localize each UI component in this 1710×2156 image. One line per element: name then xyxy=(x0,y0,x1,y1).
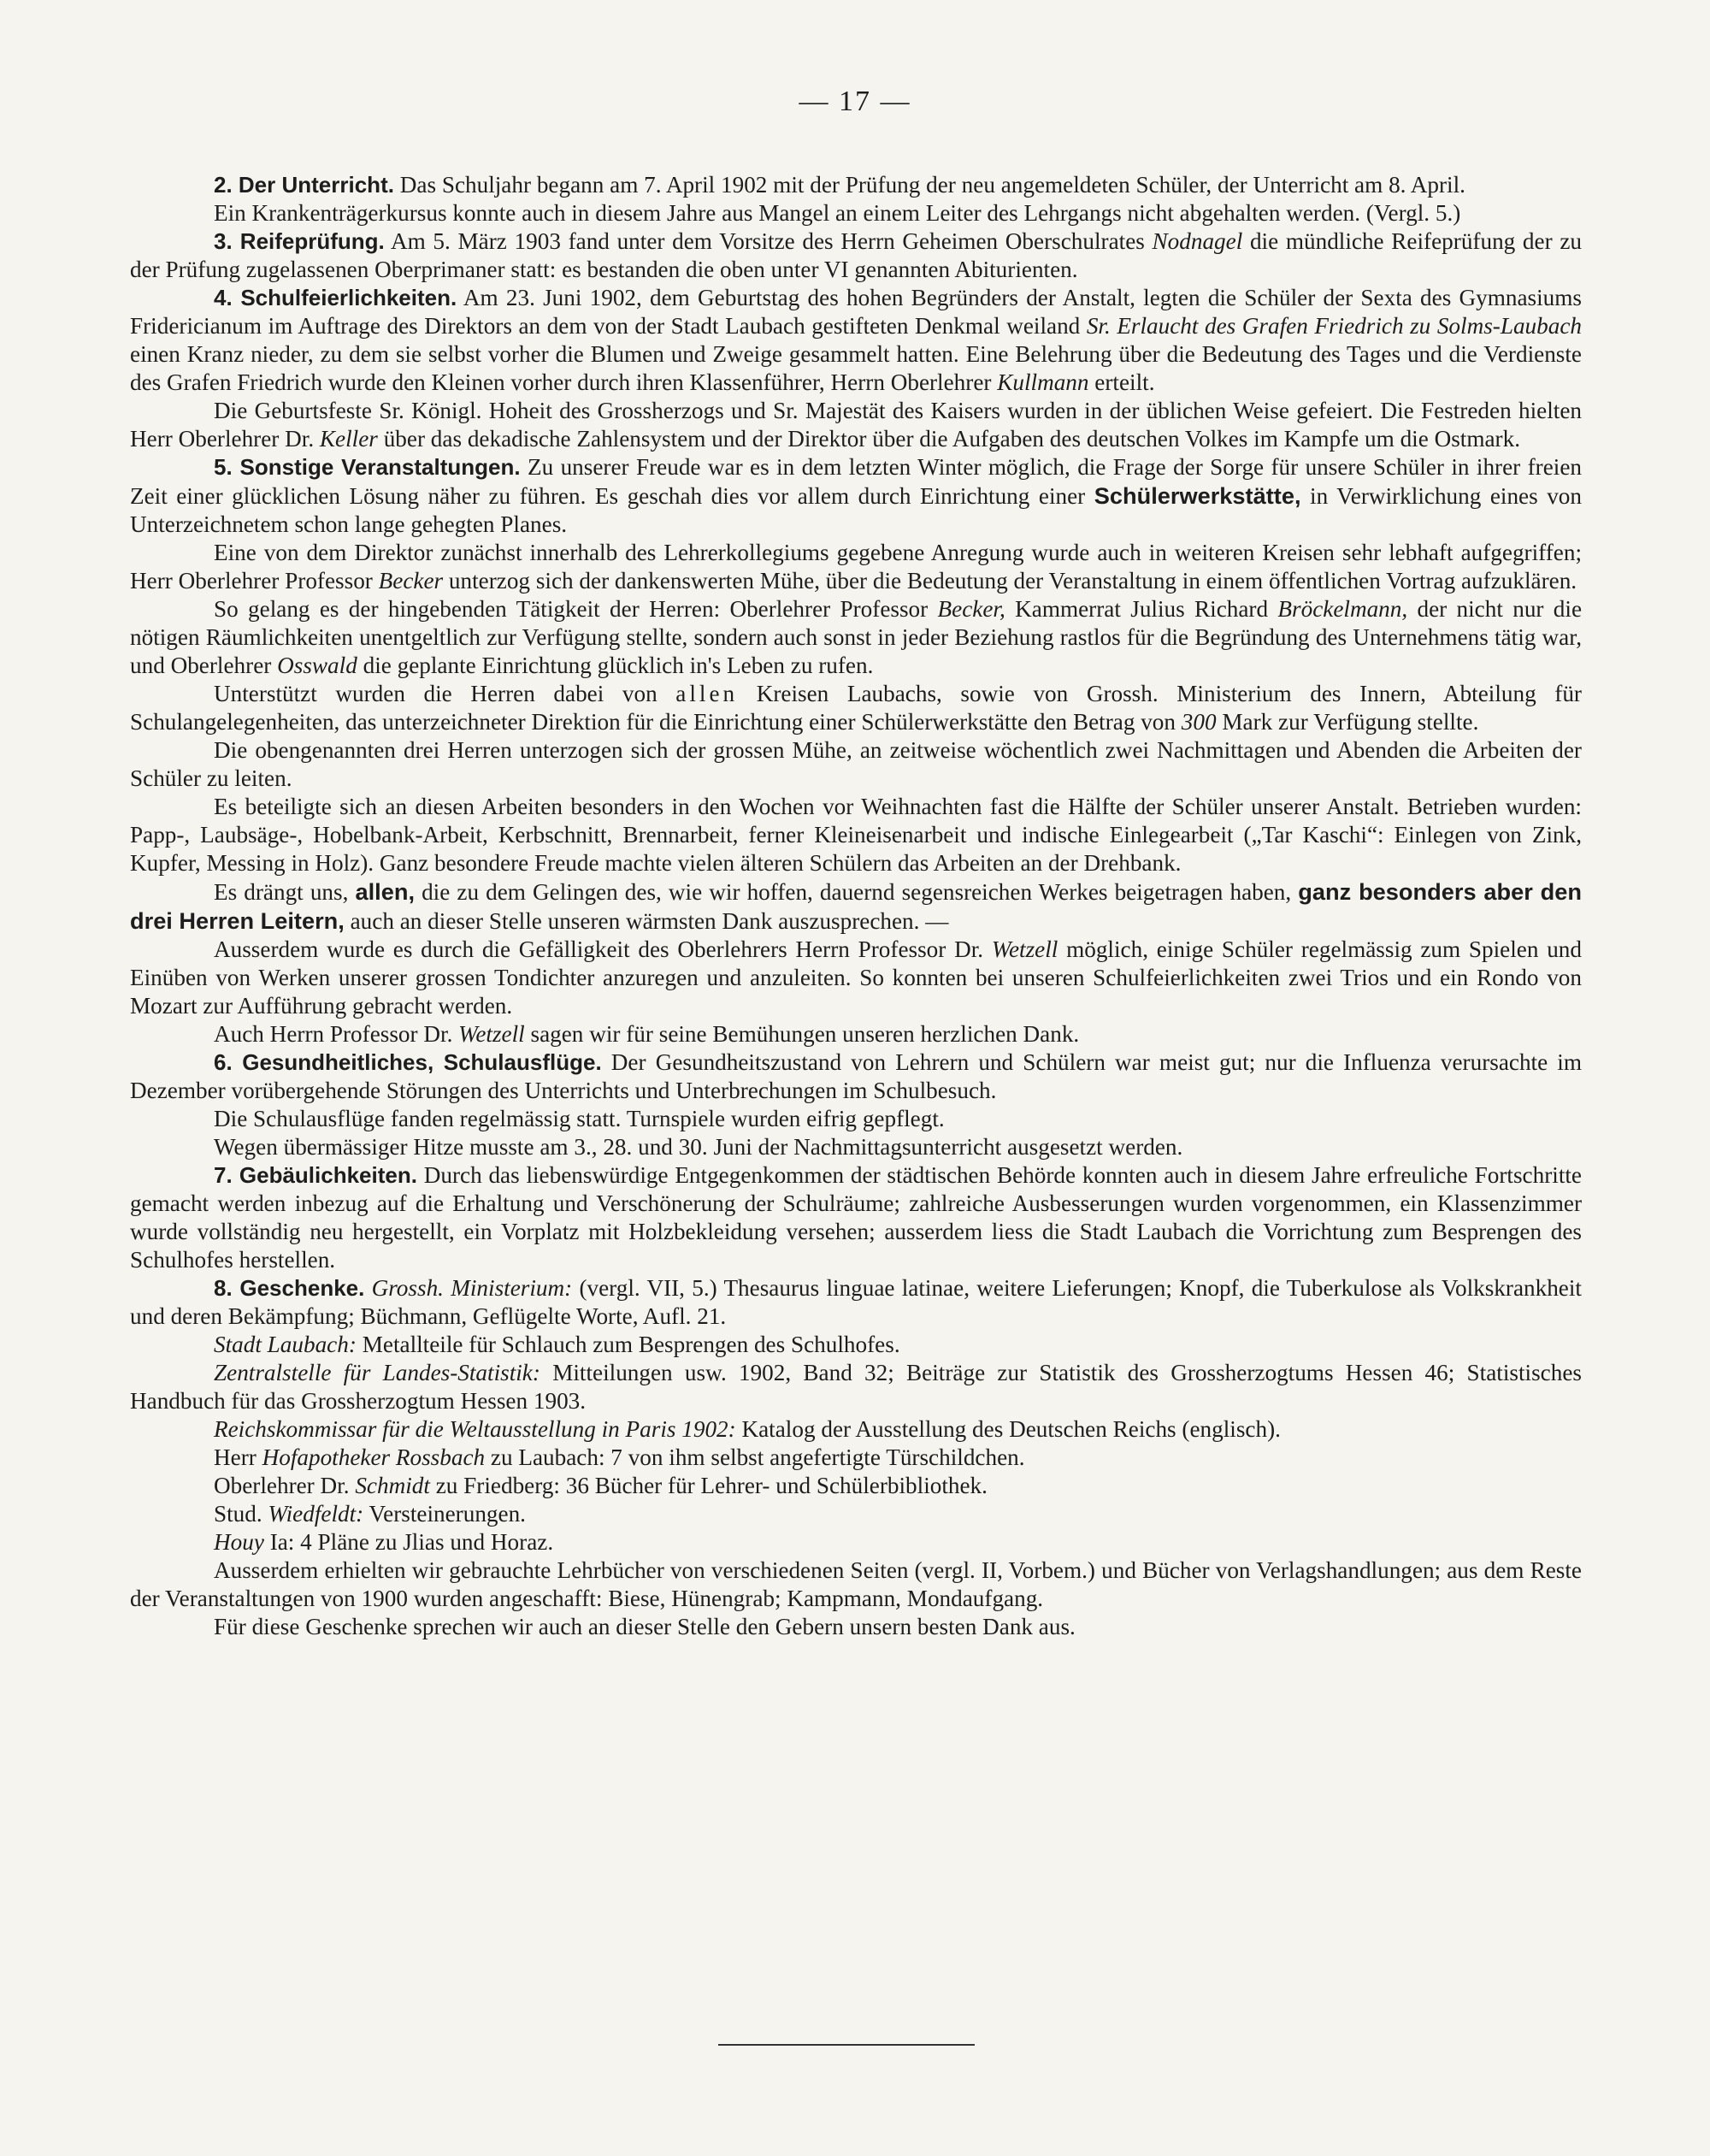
section-heading: 6. Gesundheitliches, Schulausflüge. xyxy=(214,1049,602,1075)
gift-entry: Stud. Wiedfeldt: Versteinerungen. xyxy=(214,1501,526,1527)
paragraph: Wegen übermässiger Hitze musste am 3., 28. und 30. Juni der Nachmittagsunterricht ausgesetzt werden. xyxy=(214,1134,1183,1160)
paragraph: Die obengenannten drei Herren unterzogen sich der grossen Mühe, an zeitweise wöchentlich zwei Nachmittagen und Abenden die Arbeiten der Schüler zu leiten. xyxy=(130,737,1582,791)
paragraph: Für diese Geschenke sprechen wir auch an dieser Stelle den Gebern unsern besten Dank aus. xyxy=(214,1614,1076,1639)
gift-entry: Zentralstelle für Landes-Statistik: Mitteilungen usw. 1902, Band 32; Beiträge zur Statistik des Grossherzogtums Hessen 46; Statistisches Handbuch für das Grossherzogtum Hessen 1903. xyxy=(130,1360,1582,1414)
gift-entry: Houy Ia: 4 Pläne zu Jlias und Horaz. xyxy=(214,1529,554,1555)
paragraph: Es drängt uns, allen, die zu dem Gelingen des, wie wir hoffen, dauernd segensreichen Werkes beigetragen haben, ganz besonders aber den drei Herren Leitern, auch an dieser Stelle unseren wärmsten Dank auszusprechen. — xyxy=(130,878,1583,934)
paragraph: Eine von dem Direktor zunächst innerhalb des Lehrerkollegiums gegebene Anregung wurde auch in weiteren Kreisen sehr lebhaft aufgegriffen; Herr Oberlehrer Professor Becker unterzog sich der dankenswerten Mühe, über die Bedeutung der Veranstaltung in einem öffentlichen Vortrag aufzuklären. xyxy=(130,540,1582,594)
section-reifepruefung: 3. Reifeprüfung. Am 5. März 1903 fand unter dem Vorsitze des Herrn Geheimen Oberschulrates Nodnagel die mündliche Reifeprüfung der zu der Prüfung zugelassenen Oberprimaner statt: es bestanden die oben unter VI genannten Abiturienten. xyxy=(130,228,1582,282)
section-heading: 5. Sonstige Veranstaltungen. xyxy=(214,454,521,480)
paragraph: Es beteiligte sich an diesen Arbeiten besonders in den Wochen vor Weihnachten fast die Hälfte der Schüler unserer Anstalt. Betrieben wurden: Papp-, Laubsäge-, Hobelbank-Arbeit, Kerbschnitt, Brennarbeit, ferner Kleineisenarbeit und indische Einlegearbeit („Tar Kaschi“: Einlegen von Zink, Kupfer, Messing in Holz). Ganz besondere Freude machte vielen älteren Schülern das Arbeiten an der Drehbank. xyxy=(130,794,1582,876)
paragraph: Die Geburtsfeste Sr. Königl. Hoheit des Grossherzogs und Sr. Majestät des Kaisers wurden in der üblichen Weise gefeiert. Die Festreden hielten Herr Oberlehrer Dr. Keller über das dekadische Zahlensystem und der Direktor über die Aufgaben des deutschen Volkes im Kampfe um die Ostmark. xyxy=(130,398,1582,452)
section-heading: 2. Der Unterricht. xyxy=(214,172,394,198)
page-number: — 17 — xyxy=(799,86,911,117)
paragraph: Die Schulausflüge fanden regelmässig statt. Turnspiele wurden eifrig gepflegt. xyxy=(214,1106,945,1131)
section-geschenke: 8. Geschenke. Grossh. Ministerium: (vergl. VII, 5.) Thesaurus linguae latinae, weitere Lieferungen; Knopf, die Tuberkulose als Volkskrankheit und deren Bekämpfung; Büchmann, Geflügelte Worte, Aufl. 21. xyxy=(130,1275,1582,1329)
gift-entry: Stadt Laubach: Metallteile für Schlauch zum Besprengen des Schulhofes. xyxy=(214,1332,900,1357)
paragraph: Ein Krankenträgerkursus konnte auch in diesem Jahre aus Mangel an einem Leiter des Lehrgangs nicht abgehalten werden. (Vergl. 5.) xyxy=(214,200,1461,226)
gift-entry: Reichskommissar für die Weltausstellung in Paris 1902: Katalog der Ausstellung des Deutschen Reichs (englisch). xyxy=(214,1416,1281,1442)
section-heading: 4. Schulfeierlichkeiten. xyxy=(214,285,457,310)
section-heading: 8. Geschenke. xyxy=(214,1275,365,1301)
paragraph: Unterstützt wurden die Herren dabei von allen Kreisen Laubachs, sowie von Grossh. Ministerium des Innern, Abteilung für Schulangelegenheiten, das unterzeichneter Direktion für die Einrichtung einer Schülerwerkstätte den Betrag von 300 Mark zur Verfügung stellte. xyxy=(130,681,1582,735)
section-heading: 7. Gebäulichkeiten. xyxy=(214,1162,417,1188)
paragraph: So gelang es der hingebenden Tätigkeit der Herren: Oberlehrer Professor Becker, Kammerrat Julius Richard Bröckelmann, der nicht nur die nötigen Räumlichkeiten unentgeltlich zur Verfügung stellte, sondern auch sonst in jeder Beziehung rastlos für die Begründung des Unternehmens tätig war, und Oberlehrer Osswald die geplante Einrichtung glücklich in's Leben zu rufen. xyxy=(130,596,1583,678)
paragraph: Ausserdem erhielten wir gebrauchte Lehrbücher von verschiedenen Seiten (vergl. II, Vorbem.) und Bücher von Verlagshandlungen; aus dem Reste der Veranstaltungen von 1900 wurden angeschafft: Biese, Hünengrab; Kampmann, Mondaufgang. xyxy=(130,1557,1582,1611)
section-schulfeierlichkeiten: 4. Schulfeierlichkeiten. Am 23. Juni 1902, dem Geburtstag des hohen Begründers der Anstalt, legten die Schüler der Sexta des Gymnasiums Fridericianum im Auftrage des Direktors an dem von der Stadt Laubach gestifteten Denkmal weiland Sr. Erlaucht des Grafen Friedrich zu Solms-Laubach einen Kranz nieder, zu dem sie selbst vorher die Blumen und Zweige gesammelt hatten. Eine Belehrung über die Bedeutung des Tages und die Verdienste des Grafen Friedrich wurde den Kleinen vorher durch ihren Klassenführer, Herrn Oberlehrer Kullmann erteilt. xyxy=(130,285,1582,395)
body-text xyxy=(130,171,1582,1641)
section-gebaeulichkeiten: 7. Gebäulichkeiten. Durch das liebenswürdige Entgegenkommen der städtischen Behörde konnten auch in diesem Jahre erfreuliche Fortschritte gemacht werden inbezug auf die Erhaltung und Verschönerung der Schulräume; zahlreiche Ausbesserungen wurden vorgenommen, ein Klassenzimmer wurde vollständig neu hergestellt, ein Vorplatz mit Holzbekleidung versehen; ausserdem liess die Stadt Laubach die Vorrichtung zum Besprengen des Schulhofes herstellen. xyxy=(130,1162,1582,1273)
paragraph: Auch Herrn Professor Dr. Wetzell sagen wir für seine Bemühungen unseren herzlichen Dank. xyxy=(214,1021,1080,1047)
gift-entry: Herr Hofapotheker Rossbach zu Laubach: 7 von ihm selbst angefertigte Türschildchen. xyxy=(214,1444,1025,1470)
paragraph: Ausserdem wurde es durch die Gefälligkeit des Oberlehrers Herrn Professor Dr. Wetzell möglich, einige Schüler regelmässig zum Spielen und Einüben von Werken unserer grossen Tondichter anzuregen und anzuleiten. So konnten bei unseren Schulfeierlichkeiten zwei Trios und ein Rondo von Mozart zur Aufführung gebracht werden. xyxy=(130,936,1582,1019)
closing-rule xyxy=(718,2044,975,2046)
section-heading: 3. Reifeprüfung. xyxy=(214,228,385,254)
gift-entry: Oberlehrer Dr. Schmidt zu Friedberg: 36 Bücher für Lehrer- und Schülerbibliothek. xyxy=(214,1473,988,1498)
section-unterricht: 2. Der Unterricht. Das Schuljahr begann am 7. April 1902 mit der Prüfung der neu angemeldeten Schüler, der Unterricht am 8. April. xyxy=(214,172,1465,198)
section-sonstige-veranstaltungen: 5. Sonstige Veranstaltungen. Zu unserer Freude war es in dem letzten Winter möglich, die Frage der Sorge für unsere Schüler in ihrer freien Zeit einer glücklichen Lösung näher zu führen. Es geschah dies vor allem durch Einrichtung einer Schülerwerkstätte, in Verwirklichung eines von Unterzeichnetem schon lange gehegten Planes. xyxy=(130,454,1583,537)
section-gesundheitliches: 6. Gesundheitliches, Schulausflüge. Der Gesundheitszustand von Lehrern und Schülern war meist gut; nur die Influenza verursachte im Dezember vorübergehende Störungen des Unterrichts und Unterbrechungen im Schulbesuch. xyxy=(130,1049,1583,1103)
